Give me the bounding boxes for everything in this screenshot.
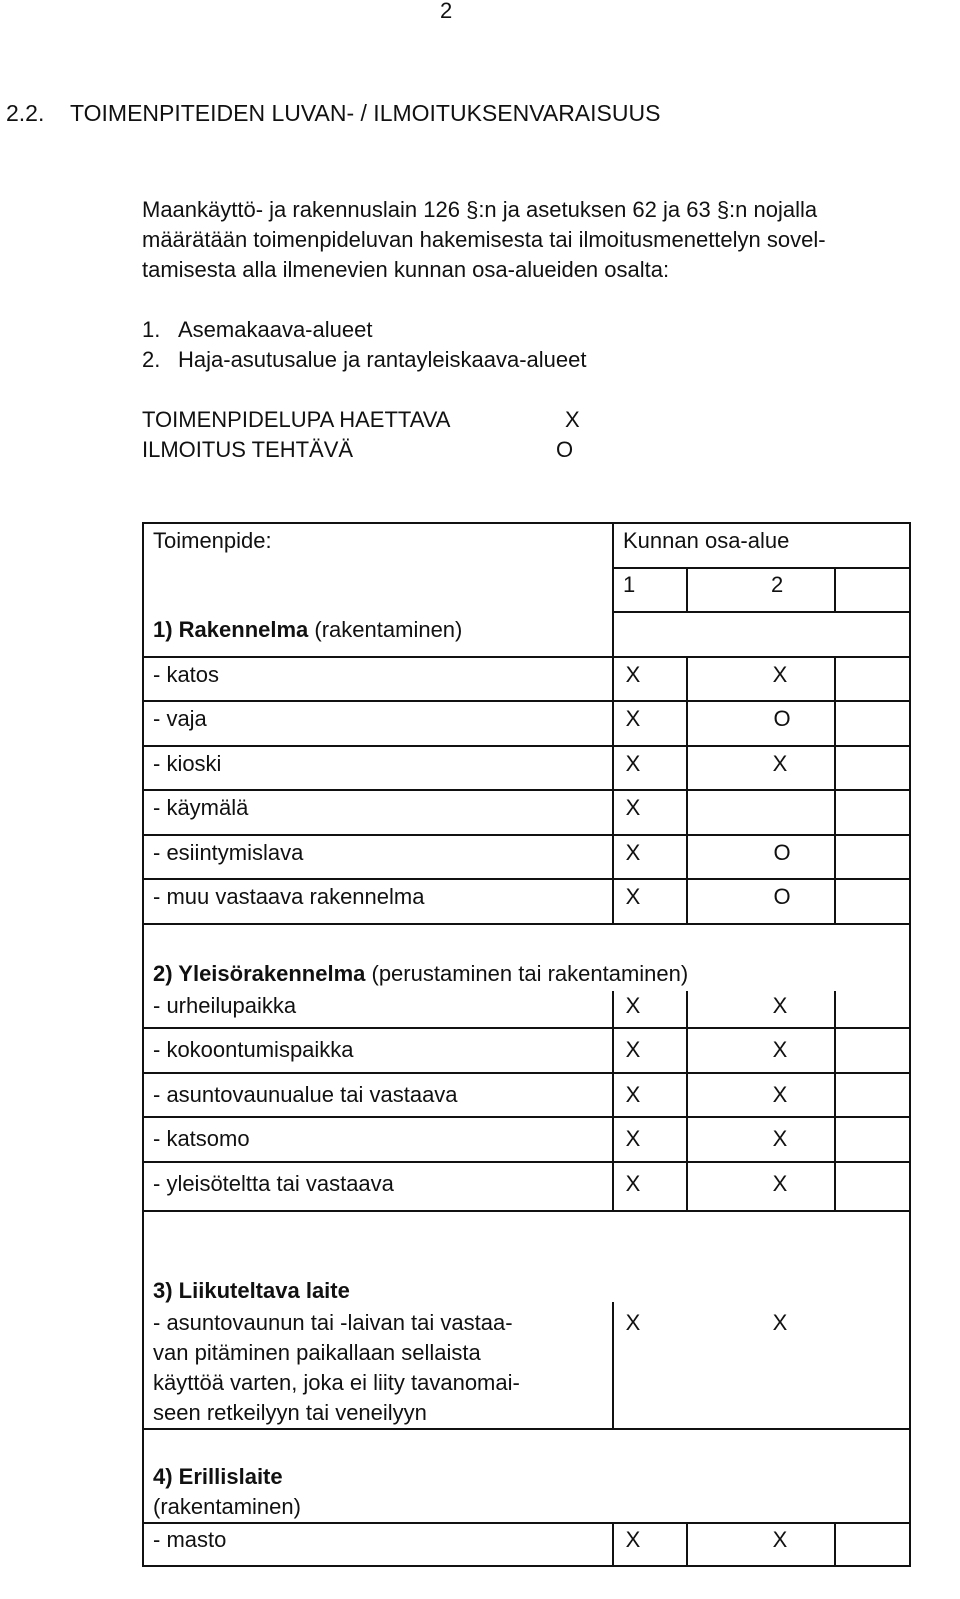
table-rule [142, 522, 144, 1567]
row-label-line: van pitäminen paikallaan sellaista [153, 1340, 481, 1365]
section-number: 2.2. [6, 100, 45, 126]
legend-symbol: O [556, 437, 574, 462]
table-rule [909, 522, 911, 1567]
area1-mark: X [625, 1310, 641, 1335]
row-label: - masto [153, 1527, 227, 1552]
table-rule [142, 789, 911, 791]
table-rule [686, 567, 688, 611]
table-rule [142, 1027, 911, 1029]
area1-mark: X [625, 993, 641, 1018]
table-rule [834, 1522, 836, 1567]
area2-mark: O [773, 884, 791, 909]
area-label: Asemakaava-alueet [178, 317, 373, 342]
row-label: - asuntovaunualue tai vastaava [153, 1082, 458, 1107]
area1-mark: X [625, 884, 641, 909]
row-label: - muu vastaava rakennelma [153, 884, 425, 909]
intro-paragraph [142, 195, 942, 285]
table-rule [612, 567, 911, 569]
table-rule [612, 656, 614, 923]
page-number: 2 [440, 0, 453, 23]
area1-mark: X [625, 662, 641, 687]
legend [142, 405, 580, 465]
row-label: - katsomo [153, 1126, 250, 1151]
row-label: - vaja [153, 706, 207, 731]
area1-mark: X [625, 1126, 641, 1151]
legend-symbol: X [565, 407, 580, 432]
section-title-4: 4) Erillislaite [153, 1464, 283, 1489]
legend-label: TOIMENPIDELUPA HAETTAVA [142, 407, 451, 432]
area-item [142, 345, 586, 375]
area1-mark: X [625, 795, 641, 820]
area2-mark: X [772, 993, 788, 1018]
area2-mark: X [772, 1310, 788, 1335]
table-rule [612, 522, 614, 656]
table-rule [142, 522, 911, 524]
area2-mark: O [773, 706, 791, 731]
row-label: - kokoontumispaikka [153, 1037, 354, 1062]
table-rule [142, 923, 911, 925]
section-title-2: 2) Yleisörakennelma (perustaminen tai rakentaminen) [153, 961, 689, 986]
table-rule [686, 1522, 688, 1567]
row-label: - esiintymislava [153, 840, 304, 865]
area2-mark: X [772, 1171, 788, 1196]
area1-mark: X [625, 751, 641, 776]
area-number: 1. [142, 317, 161, 342]
row-label: - katos [153, 662, 220, 687]
legend-label: ILMOITUS TEHTÄVÄ [142, 437, 354, 462]
row-label: - käymälä [153, 795, 249, 820]
area2-mark: X [772, 751, 788, 776]
row-label-line: käyttöä varten, joka ei liity tavanomai- [153, 1370, 520, 1395]
table-rule [142, 1565, 911, 1567]
legend-row [142, 405, 580, 435]
col-header-action: Toimenpide: [153, 528, 272, 553]
section-title: TOIMENPITEIDEN LUVAN- / ILMOITUKSENVARAISUUS [70, 100, 661, 126]
area2-mark: X [772, 1082, 788, 1107]
area2-mark: X [772, 662, 788, 687]
table-rule [142, 834, 911, 836]
table-rule [612, 1302, 614, 1428]
area-item [142, 315, 586, 345]
section-title-4-line2: (rakentaminen) [153, 1494, 301, 1519]
section-title-1: 1) Rakennelma (rakentaminen) [153, 617, 463, 642]
intro-line: määrätään toimenpideluvan hakemisesta tai ilmoitusmenettelyn sovel- [142, 227, 826, 252]
table-rule [686, 991, 688, 1210]
table-rule [142, 745, 911, 747]
table-rule [612, 991, 614, 1210]
area1-mark: X [625, 1527, 641, 1552]
table-rule [612, 1522, 614, 1567]
col-header-area: Kunnan osa-alue [623, 528, 790, 553]
table-rule [142, 1116, 911, 1118]
row-label-line: seen retkeilyyn tai veneilyyn [153, 1400, 427, 1425]
table-rule [142, 656, 911, 658]
table-rule [142, 1072, 911, 1074]
intro-line: Maankäyttö- ja rakennuslain 126 §:n ja asetuksen 62 ja 63 §:n nojalla [142, 197, 818, 222]
row-label: - yleisöteltta tai vastaava [153, 1171, 394, 1196]
table-rule [834, 991, 836, 1210]
table-rule [834, 567, 836, 611]
area1-mark: X [625, 840, 641, 865]
table-rule [142, 1522, 911, 1524]
area1-mark: X [625, 1171, 641, 1196]
table-rule [142, 878, 911, 880]
area2-mark: X [772, 1126, 788, 1151]
area-number-2: 2 [771, 572, 784, 597]
legend-row [142, 435, 574, 465]
table-rule [142, 700, 911, 702]
area1-mark: X [625, 706, 641, 731]
table-rule [686, 656, 688, 923]
table-rule [834, 656, 836, 923]
row-label: - kioski [153, 751, 222, 776]
section-title-3: 3) Liikuteltava laite [153, 1278, 350, 1303]
table-rule [142, 1428, 911, 1430]
row-label: - urheilupaikka [153, 993, 297, 1018]
table-rule [142, 1210, 911, 1212]
table-rule [142, 1161, 911, 1163]
area-list [142, 315, 586, 375]
area2-mark: X [772, 1037, 788, 1062]
table-rule [612, 611, 911, 613]
area-number-1: 1 [623, 572, 636, 597]
area2-mark: O [773, 840, 791, 865]
area-label: Haja-asutusalue ja rantayleiskaava-alueet [178, 347, 587, 372]
area1-mark: X [625, 1082, 641, 1107]
row-label-line: - asuntovaunun tai -laivan tai vastaa- [153, 1310, 513, 1335]
area2-mark: X [772, 1527, 788, 1552]
area-number: 2. [142, 347, 161, 372]
intro-line: tamisesta alla ilmenevien kunnan osa-alueiden osalta: [142, 257, 670, 282]
area1-mark: X [625, 1037, 641, 1062]
